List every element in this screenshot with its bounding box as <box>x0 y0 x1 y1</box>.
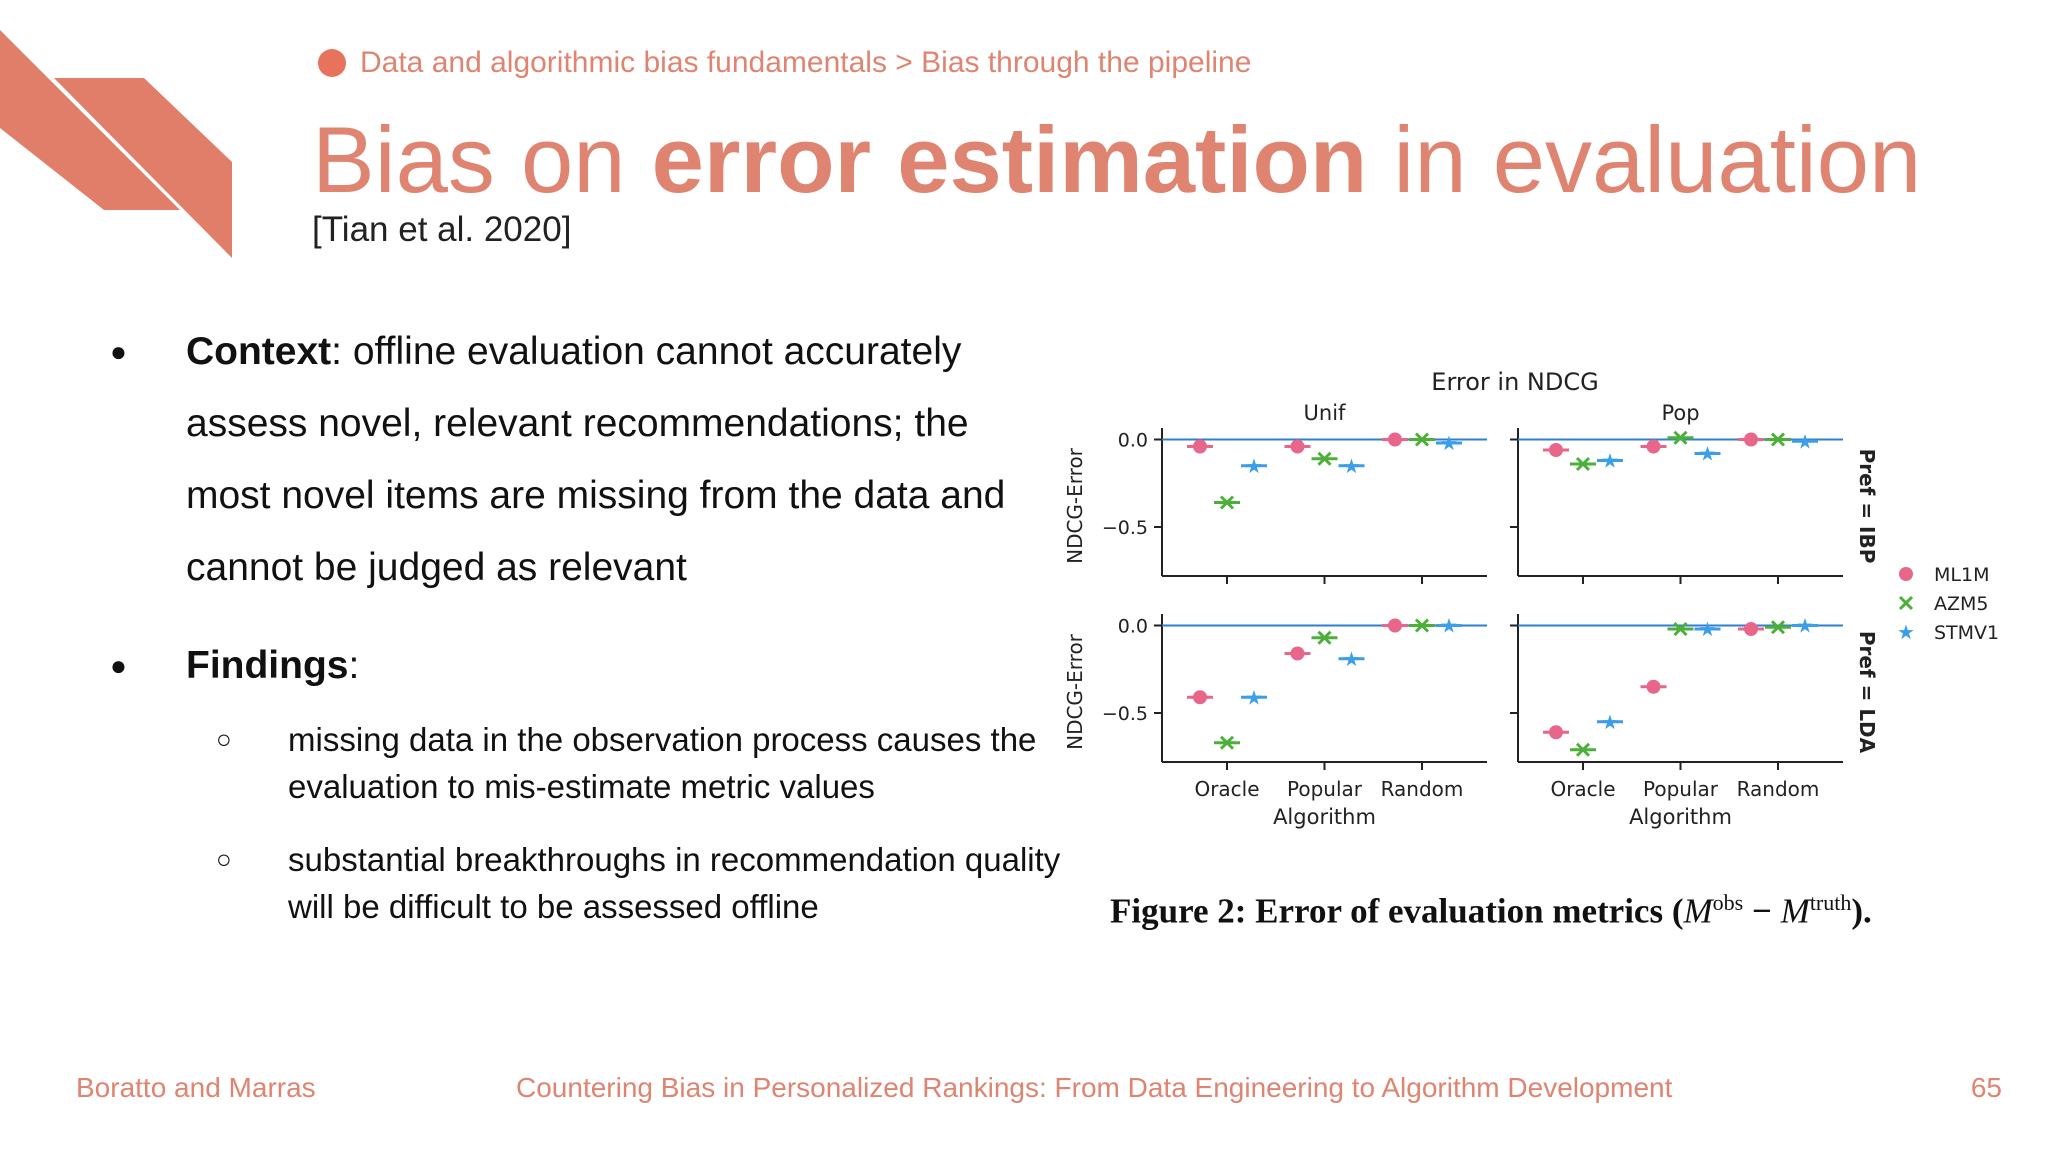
figure-caption: Figure 2: Error of evaluation metrics $(M^{obs} - M^{truth})$. <box>1110 890 1872 931</box>
stmv1-point: ★ <box>1698 441 1717 466</box>
x-axis-label: Algorithm <box>1629 805 1732 829</box>
legend-label: AZM5 <box>1934 593 1989 615</box>
row-title: Pref = LDA <box>1855 630 1879 754</box>
legend-ml1m-marker <box>1899 567 1913 581</box>
ml1m-point <box>1291 440 1305 454</box>
ml1m-point <box>1549 443 1563 457</box>
title-emphasis: error estimation <box>651 107 1368 212</box>
ml1m-point <box>1647 680 1661 694</box>
ml1m-point <box>1193 440 1207 454</box>
context-label: Context <box>186 330 332 373</box>
x-axis-label: Algorithm <box>1273 805 1376 829</box>
ml1m-point <box>1744 433 1758 447</box>
ml1m-point <box>1549 725 1563 739</box>
breadcrumb-text: Data and algorithmic bias fundamentals > Bias through the pipeline <box>360 46 1252 79</box>
sub-bullet-circle-icon: ○ <box>216 724 232 754</box>
y-tick-label: 0.0 <box>1117 429 1148 452</box>
y-tick-label: −0.5 <box>1101 703 1148 725</box>
bullet-findings: ● Findings: <box>108 630 1008 702</box>
section-dot-icon <box>318 49 346 77</box>
findings-label: Findings <box>186 644 349 687</box>
stmv1-point: ★ <box>1245 453 1263 478</box>
stmv1-point: ★ <box>1440 613 1458 638</box>
x-tick-label: Oracle <box>1550 777 1616 801</box>
legend-stmv1-marker: ★ <box>1897 620 1915 644</box>
x-tick-label: Random <box>1736 777 1820 801</box>
ml1m-point <box>1744 622 1758 636</box>
bullet-dot-icon: ● <box>110 650 127 681</box>
decorative-stripes <box>0 0 240 260</box>
footer-title: Countering Bias in Personalized Rankings: From Data Engineering to Algorithm Development <box>516 1072 1673 1103</box>
sub-bullet-breakthroughs: ○ substantial breakthroughs in recommendation quality will be difficult to be assessed offline <box>108 836 1088 930</box>
y-tick-label: −0.5 <box>1101 517 1148 539</box>
bullet-context <box>108 316 1008 604</box>
column-title: Unif <box>1303 401 1346 425</box>
legend-label: STMV1 <box>1934 622 2000 644</box>
context-text: : offline evaluation cannot accurately assess novel, relevant recommendations; the most novel items are missing from the data and cannot be judged as relevant <box>186 330 1006 589</box>
stmv1-point: ★ <box>1245 685 1263 710</box>
legend-azm5-marker <box>1900 597 1912 609</box>
stmv1-point: ★ <box>1440 431 1458 455</box>
stmv1-point: ★ <box>1698 617 1717 641</box>
sub-bullet-circle-icon: ○ <box>216 844 232 874</box>
y-tick-label: 0.0 <box>1117 615 1148 638</box>
y-axis-label: NDCG-Error <box>1063 448 1087 564</box>
x-tick-label: Popular <box>1643 777 1718 801</box>
sub-bullet-missing-data: ○ missing data in the observation process causes the evaluation to mis-estimate metric values <box>108 716 1088 810</box>
y-axis-label: NDCG-Error <box>1063 634 1087 750</box>
stmv1-point: ★ <box>1601 709 1619 734</box>
x-tick-label: Random <box>1380 777 1464 801</box>
ml1m-point <box>1388 433 1402 447</box>
ml1m-point <box>1647 440 1661 454</box>
column-title: Pop <box>1661 401 1700 425</box>
page-title: Bias on error estimation in evaluation <box>312 107 1922 212</box>
legend-label: ML1M <box>1934 564 1990 586</box>
bullet-dot-icon: ● <box>110 336 127 367</box>
stmv1-point: ★ <box>1342 646 1361 671</box>
stmv1-point: ★ <box>1796 429 1814 454</box>
ndcg-error-figure <box>1050 360 2030 870</box>
stmv1-point: ★ <box>1342 453 1361 478</box>
ml1m-point <box>1193 690 1207 704</box>
footer-authors: Boratto and Marras <box>76 1072 316 1103</box>
citation: [Tian et al. 2020] <box>312 210 572 249</box>
stmv1-point: ★ <box>1601 448 1619 473</box>
bullet-list <box>108 316 1061 930</box>
x-tick-label: Oracle <box>1194 777 1260 801</box>
ml1m-point <box>1291 647 1305 661</box>
page-number: 65 <box>1970 1072 2002 1103</box>
chart-title: Error in NDCG <box>1431 368 1599 396</box>
x-tick-label: Popular <box>1287 777 1362 801</box>
breadcrumb <box>318 46 1251 80</box>
stmv1-point: ★ <box>1796 613 1814 638</box>
row-title: Pref = IBP <box>1855 448 1879 564</box>
ml1m-point <box>1388 619 1402 633</box>
